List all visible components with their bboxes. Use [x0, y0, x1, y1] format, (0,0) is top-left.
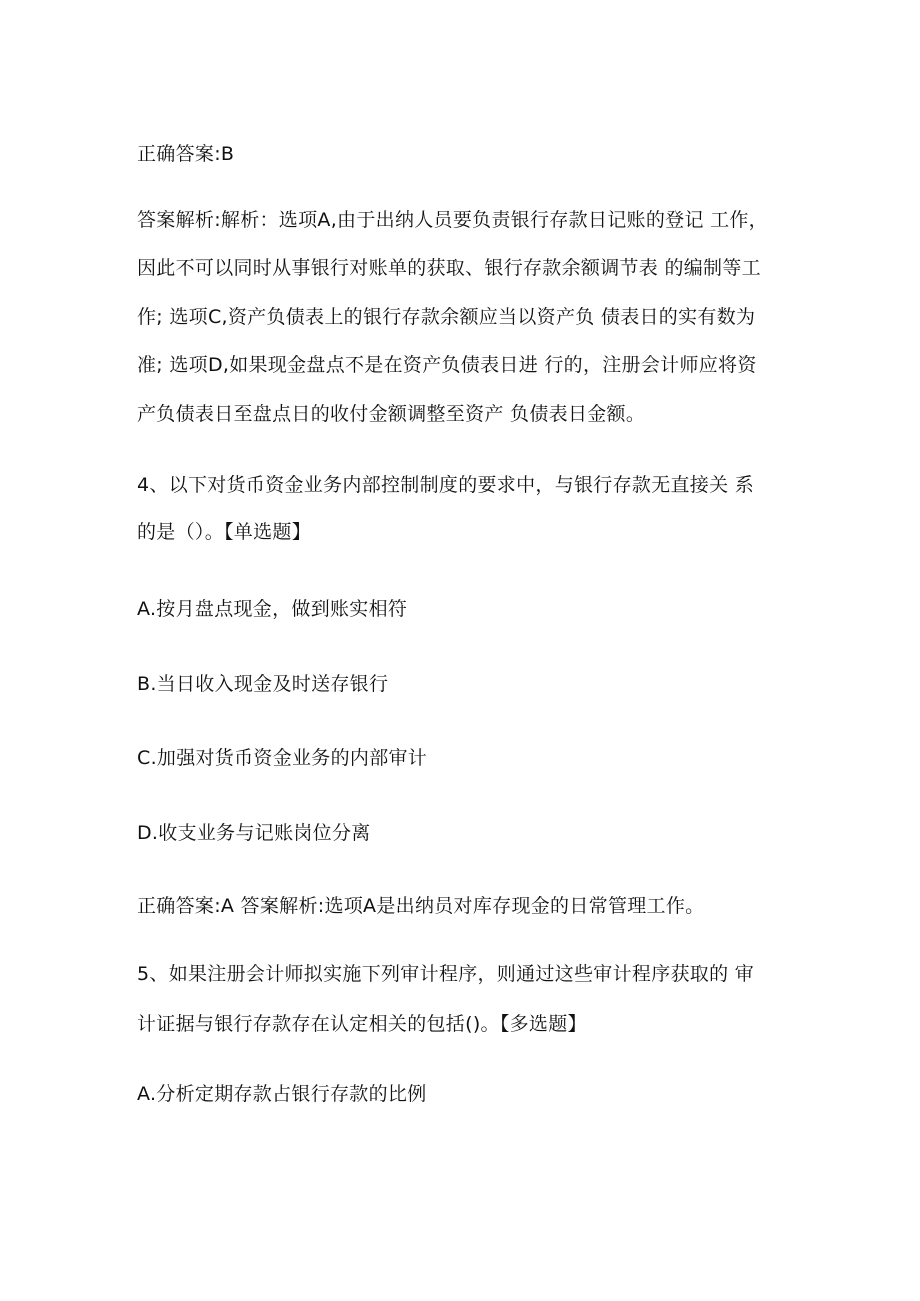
prev-analysis-line: 准; 选项D,如果现金盘点不是在资产负债表日进 行的，注册会计师应将资: [137, 354, 757, 376]
question-4-answer: 正确答案:A 答案解析:选项A是出纳员对库存现金的日常管理工作。: [137, 895, 705, 917]
prev-analysis-line: 答案解析:解析：选项A,由于出纳人员要负责银行存款日记账的登记 工作，: [137, 209, 768, 231]
question-4-stem: 4、以下对货币资金业务内部控制制度的要求中，与银行存款无直接关 系: [137, 474, 755, 496]
prev-analysis-line: 产负债表日至盘点日的收付金额调整至资产 负债表日金额。: [137, 403, 646, 425]
question-5-stem: 5、如果注册会计师拟实施下列审计程序，则通过这些审计程序获取的 审: [137, 963, 755, 985]
question-4-option-a: A.按月盘点现金，做到账实相符: [137, 598, 408, 620]
prev-analysis-line: 作; 选项C,资产负债表上的银行存款余额应当以资产负 债表日的实有数为: [137, 306, 756, 328]
question-5-option-a: A.分析定期存款占银行存款的比例: [137, 1083, 427, 1105]
question-4-option-b: B.当日收入现金及时送存银行: [137, 673, 389, 695]
question-4-option-c: C.加强对货币资金业务的内部审计: [137, 747, 428, 769]
question-4-stem: 的是（）。【单选题】: [137, 521, 312, 543]
question-5-stem: 计证据与银行存款存在认定相关的包括()。【多选题】: [137, 1013, 587, 1035]
prev-correct-answer: 正确答案:B: [137, 143, 235, 165]
question-4-option-d: D.收支业务与记账岗位分离: [137, 822, 371, 844]
prev-analysis-line: 因此不可以同时从事银行对账单的获取、银行存款余额调节表 的编制等工: [137, 257, 761, 279]
